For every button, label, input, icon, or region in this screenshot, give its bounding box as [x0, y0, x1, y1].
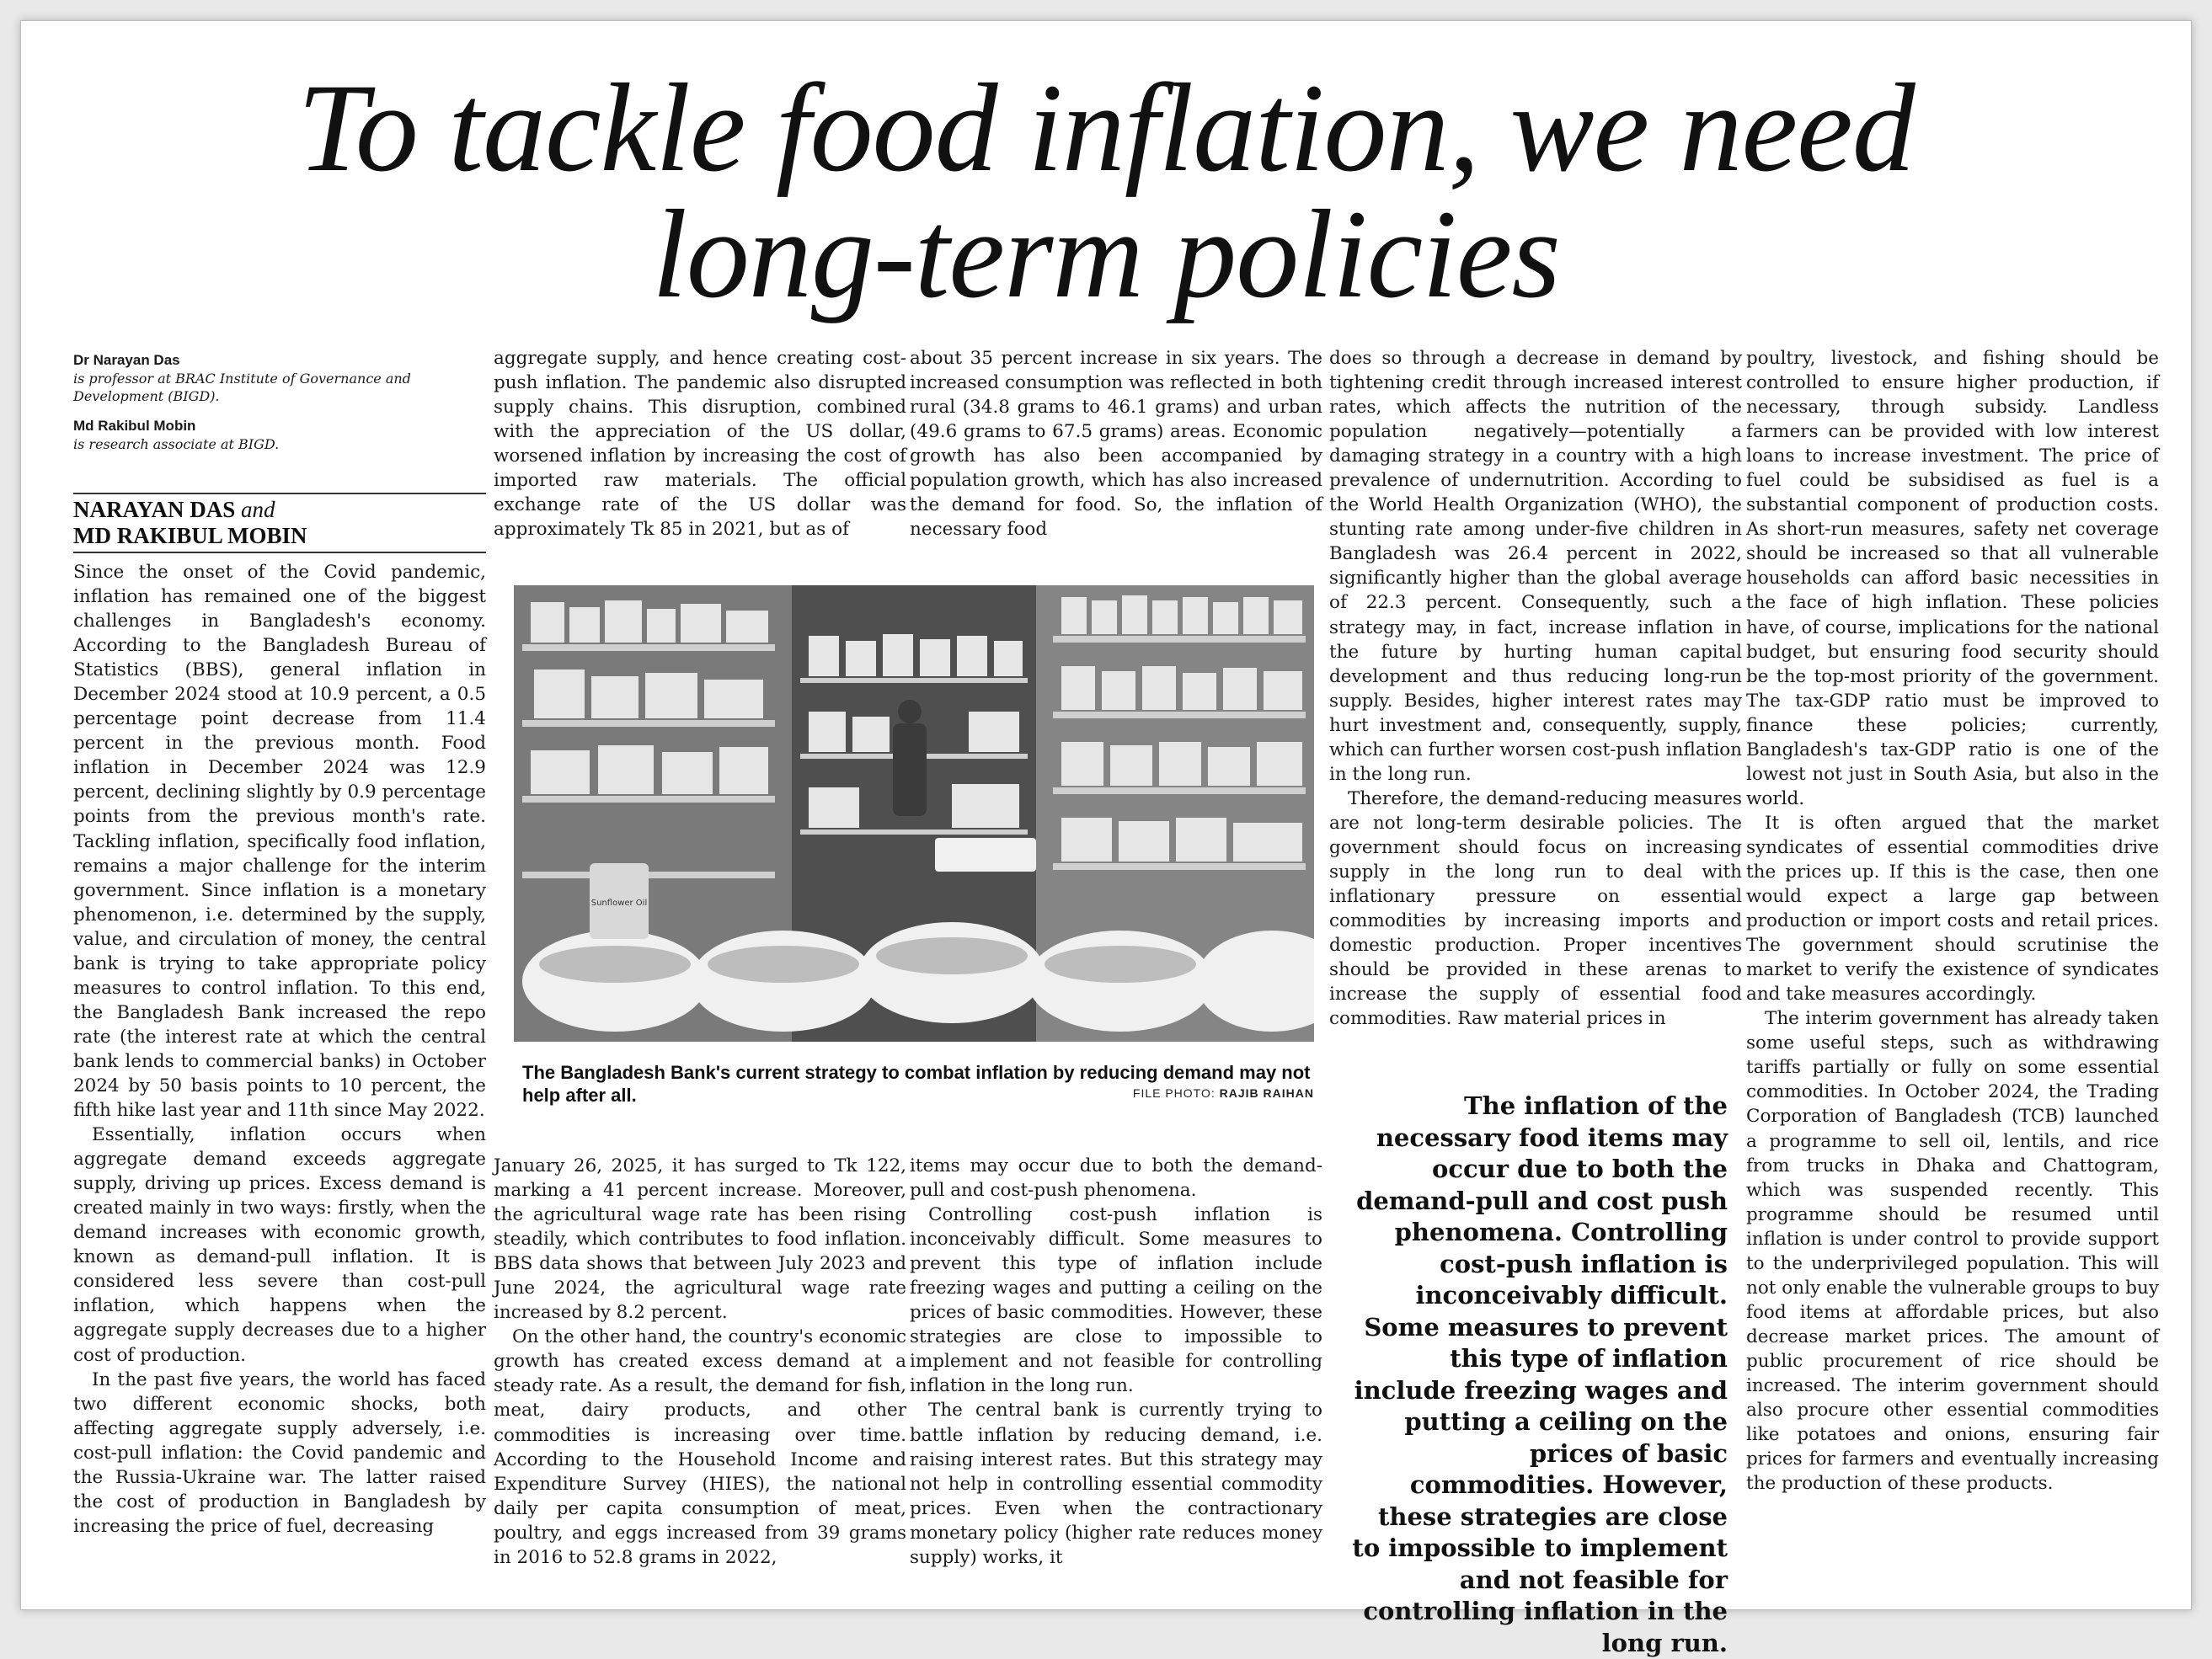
- byline-author-2: MD RAKIBUL MOBIN: [73, 523, 307, 548]
- grocery-store-illustration: [514, 585, 1314, 1042]
- byline: [73, 497, 486, 549]
- author-name: Dr Narayan Das: [73, 352, 180, 368]
- grocery-store-photo: [514, 585, 1314, 1042]
- body-paragraph: It is often argued that the market syndicates of essential commodities drive the prices up. If this is the case, then one would expect a large gap between production or import costs and retail prices. The government should scrutinise the market to verify the existence of syndicates and take measures accordingly.: [1746, 812, 2159, 1006]
- headline-line-2: long-term policies: [652, 184, 1560, 324]
- newspaper-page: [20, 20, 2192, 1657]
- author-description: is professor at BRAC Institute of Governance and Development (BIGD).: [73, 371, 411, 404]
- body-column-3-bottom: [910, 1154, 1322, 1570]
- headline-line-1: To tackle food inflation, we need: [297, 58, 1915, 198]
- author-description: is research associate at BIGD.: [73, 436, 280, 452]
- body-paragraph: aggregate supply, and hence creating cost-push inflation. The pandemic also disrupted supply chains. This disruption, combined with the appreciation of the US dollar, worsened inflation by increasing the cost of imported raw materials. The official exchange rate of the US dollar was approximately Tk 85 in 2021, but as of: [494, 348, 906, 541]
- body-paragraph: Essentially, inflation occurs when aggregate demand exceeds aggregate supply, driving up prices. Excess demand is created mainly in two ways: firstly, when the demand increases with economic growth, known as demand-pull inflation. It is considered less severe than cost-pull inflation, which happens when the aggregate supply decreases due to a higher cost of production.: [73, 1124, 486, 1366]
- headline: [55, 58, 2157, 324]
- body-paragraph: Since the onset of the Covid pandemic, inflation has remained one of the biggest challenges in Bangladesh's economy. According to the Bangladesh Bureau of Statistics (BBS), general inflation in December 2024 stood at 10.9 percent, a 0.5 percentage point decrease from 11.4 percent in the previous month. Food inflation in December 2024 was 12.9 percent, declining slightly by 0.9 percentage points from the previous month's rate. Tackling inflation, specifically food inflation, remains a major challenge for the interim government. Since inflation is a monetary phenomenon, i.e. determined by the supply, value, and circulation of money, the central bank is trying to take appropriate policy measures to control inflation. To this end, the Bangladesh Bank increased the repo rate (the interest rate at which the central bank lends to commercial banks) in October 2024 by 50 basis points to 10 percent, the fifth hike last year and 11th since May 2022.: [73, 562, 486, 1122]
- byline-joiner: and: [241, 497, 275, 522]
- author-name: Md Rakibul Mobin: [73, 418, 196, 434]
- photo-credit: [1087, 1086, 1314, 1101]
- body-paragraph: items may occur due to both the demand-pull and cost-push phenomena.: [910, 1155, 1322, 1202]
- author-bios: [73, 351, 486, 453]
- body-paragraph: The interim government has already taken some useful steps, such as withdrawing tariffs partially or fully on some essential commodities. In October 2024, the Trading Corporation of Bangladesh (TCB) launched a programme to sell oil, lentils, and rice from trucks in Dhaka and Chattogram, which was suspended recently. This programme should be resumed until inflation is under control to provide support to the underprivileged population. This will not only enable the vulnerable groups to buy food items at affordable prices, but also decrease market prices. The amount of public procurement of rice should be increased. The interim government should also procure other essential commodities like potatoes and onions, ensuring fair prices for farmers and eventually increasing the production of these products.: [1746, 1008, 2159, 1495]
- photo-caption: The Bangladesh Bank's current strategy to combat inflation by reducing demand may not help after all.: [522, 1062, 1311, 1106]
- body-paragraph: Controlling cost-push inflation is inconceivably difficult. Some measures to prevent this type of inflation include freezing wages and putting a ceiling on the prices of basic commodities. However, these strategies are close to impossible to implement and not feasible for controlling inflation in the long run.: [910, 1204, 1322, 1397]
- body-paragraph: In the past five years, the world has faced two different economic shocks, both affecting aggregate supply adversely, i.e. cost-pull inflation: the Covid pandemic and the Russia-Ukraine war. The latter raised the cost of production in Bangladesh by increasing the price of fuel, decreasing: [73, 1368, 486, 1537]
- body-paragraph: On the other hand, the country's economic growth has created excess demand at a steady rate. As a result, the demand for fish, meat, dairy products, and other commodities is increasing over time. According to the Household Income and Expenditure Survey (HIES), the national daily per capita consumption of meat, poultry, and eggs increased from 39 grams in 2016 to 52.8 grams in 2022,: [494, 1326, 906, 1568]
- photo-credit-label: FILE PHOTO:: [1132, 1086, 1216, 1100]
- body-paragraph: poultry, livestock, and fishing should be controlled to ensure higher production, if necessary, through subsidy. Landless farmers can be provided with low interest loans to increase investment. The price of fuel could be subsidised as fuel is a substantial component of production costs. As short-run measures, safety net coverage should be increased so that all vulnerable households can afford basic necessities in the face of high inflation. These policies have, of course, implications for the national budget, but ensuring food security should be the top-most priority of the government. The tax-GDP ratio must be improved to finance these policies; currently, Bangladesh's tax-GDP ratio is one of the lowest not just in South Asia, but also in the world.: [1746, 348, 2159, 809]
- pull-quote: The inflation of the necessary food items may occur due to both the demand-pull and cost push phenomena. Controlling cost-push inflation is inconceivably difficult. Some measures to prevent this type of inflation include freezing wages and putting a ceiling on the prices of basic commodities. However, these strategies are close to impossible to implement and not feasible for controlling inflation in the long run.: [1352, 1091, 1728, 1657]
- body-paragraph: January 26, 2025, it has surged to Tk 122, marking a 41 percent increase. Moreover, the agricultural wage rate has been rising steadily, which contributes to food inflation. BBS data shows that between July 2023 and June 2024, the agricultural wage rate increased by 8.2 percent.: [494, 1155, 906, 1324]
- photo-credit-name: RAJIB RAIHAN: [1219, 1086, 1314, 1100]
- body-column-5: [1746, 346, 2159, 1496]
- body-column-4: [1329, 346, 1742, 1031]
- oil-jar-label: Sunflower Oil: [590, 899, 648, 908]
- body-paragraph: The central bank is currently trying to battle inflation by reducing demand, i.e. raising interest rates. But this strategy may not help in controlling essential commodity prices. Even when the contractionary monetary policy (higher rate reduces money supply) works, it: [910, 1400, 1322, 1568]
- body-paragraph: does so through a decrease in demand by tightening credit through increased interest rates, which affects the nutrition of the population negatively—potentially a damaging strategy in a country with a high prevalence of undernutrition. According to the World Health Organization (WHO), the stunting rate among under-five children in Bangladesh was 26.4 percent in 2022, significantly higher than the global average of 22.3 percent. Consequently, such a strategy may, in fact, increase inflation in the future by hurting human capital development and thus reducing long-run supply. Besides, higher interest rates may hurt investment and, consequently, supply, which can further worsen cost-push inflation in the long run.: [1329, 348, 1742, 785]
- body-column-2-bottom: [494, 1154, 906, 1570]
- byline-top-rule: [73, 493, 486, 494]
- byline-bottom-rule: [73, 552, 486, 553]
- body-paragraph: Therefore, the demand-reducing measures are not long-term desirable policies. The government should focus on increasing supply in the long run to deal with inflationary pressure on essential commodities by increasing imports and domestic production. Proper incentives should be provided in these arenas to increase the supply of essential food commodities. Raw material prices in: [1329, 787, 1742, 1030]
- body-column-3-top: [910, 346, 1322, 541]
- body-column-2-top: [494, 346, 906, 541]
- byline-author-1: NARAYAN DAS: [73, 497, 236, 522]
- body-column-1: [73, 560, 486, 1539]
- body-paragraph: about 35 percent increase in six years. The increased consumption was reflected in both rural (34.8 grams to 46.1 grams) and urban (49.6 grams to 67.5 grams) areas. Economic growth has also been accompanied by population growth, which has also increased the demand for food. So, the inflation of necessary food: [910, 348, 1322, 541]
